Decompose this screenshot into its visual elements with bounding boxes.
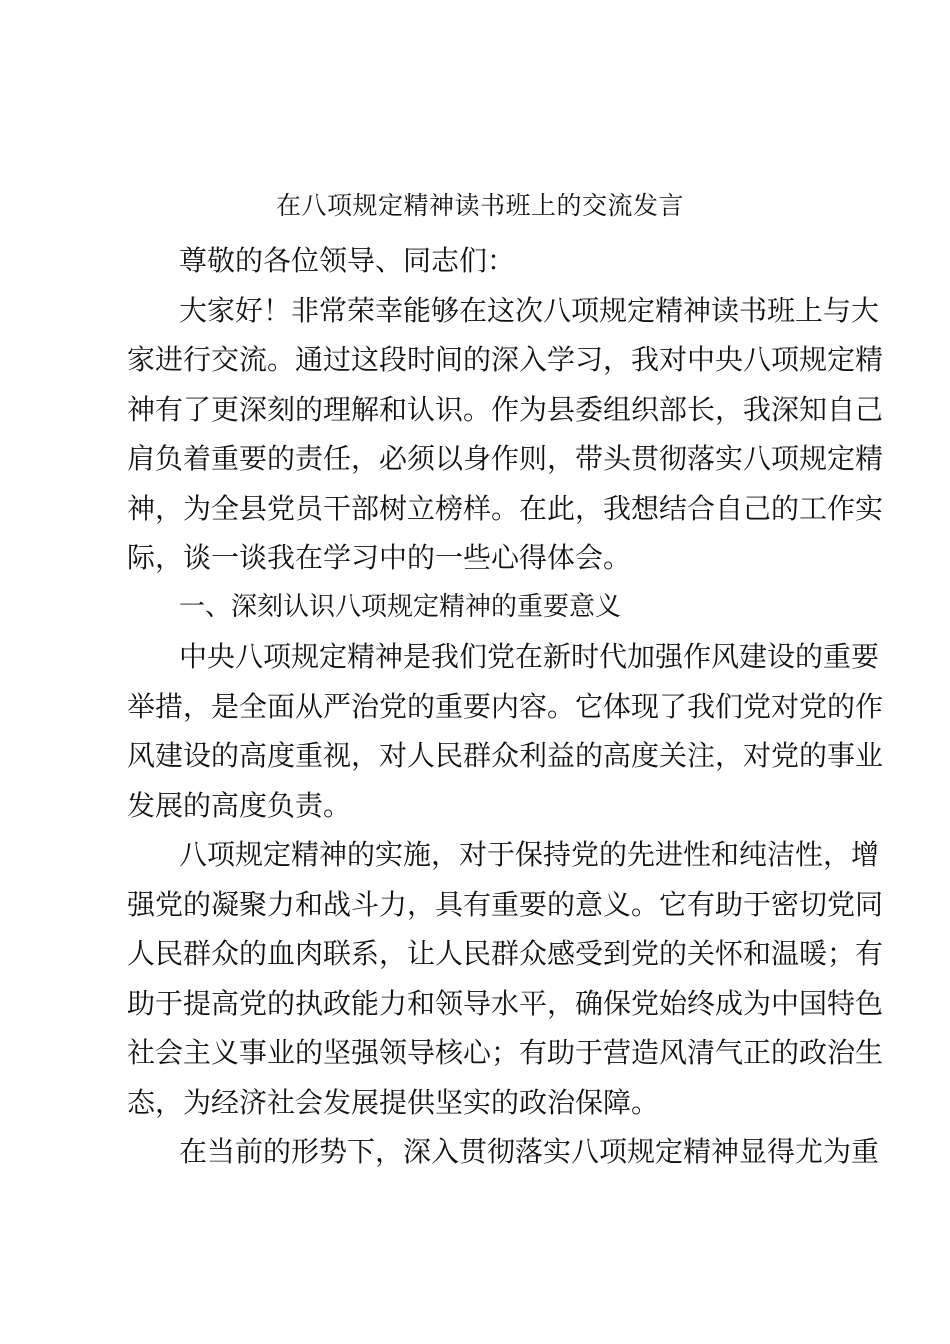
paragraph-line: 态，为经济社会发展提供坚实的政治保障。 (127, 1085, 660, 1119)
paragraph-line: 在当前的形势下，深入贯彻落实八项规定精神显得尤为重 (179, 1135, 880, 1168)
paragraph-line: 家进行交流。通过这段时间的深入学习，我对中央八项规定精 (127, 343, 884, 376)
paragraph-line: 肩负着重要的责任，必须以身作则，带头贯彻落实八项规定精 (127, 442, 884, 475)
paragraph-line: 发展的高度负责。 (127, 788, 352, 822)
paragraph-line: 大家好！非常荣幸能够在这次八项规定精神读书班上与大 (179, 293, 880, 327)
section-heading: 一、深刻认识八项规定精神的重要意义 (179, 591, 622, 622)
paragraph-line: 八项规定精神的实施，对于保持党的先进性和纯洁性，增 (179, 838, 880, 871)
paragraph-line: 社会主义事业的坚强领导核心；有助于营造风清气正的政治生 (127, 1036, 884, 1069)
paragraph-line: 人民群众的血肉联系，让人民群众感受到党的关怀和温暖；有 (127, 937, 884, 970)
paragraph-line: 际，谈一谈我在学习中的一些心得体会。 (127, 541, 632, 574)
paragraph-line: 神，为全县党员干部树立榜样。在此，我想结合自己的工作实 (127, 491, 884, 525)
paragraph-line: 举措，是全面从严治党的重要内容。它体现了我们党对党的作 (127, 689, 884, 723)
paragraph-line: 助于提高党的执政能力和领导水平，确保党始终成为中国特色 (127, 986, 884, 1020)
document-title: 在八项规定精神读书班上的交流发言 (275, 191, 684, 220)
salutation-line: 尊敬的各位领导、同志们： (179, 244, 516, 277)
document-body (127, 236, 884, 1177)
paragraph-line: 风建设的高度重视，对人民群众利益的高度关注，对党的事业 (127, 739, 884, 772)
paragraph-line: 神有了更深刻的理解和认识。作为县委组织部长，我深知自己 (127, 392, 884, 426)
paragraph-line: 强党的凝聚力和战斗力，具有重要的意义。它有助于密切党同 (127, 887, 884, 921)
paragraph-line: 中央八项规定精神是我们党在新时代加强作风建设的重要 (179, 640, 880, 673)
